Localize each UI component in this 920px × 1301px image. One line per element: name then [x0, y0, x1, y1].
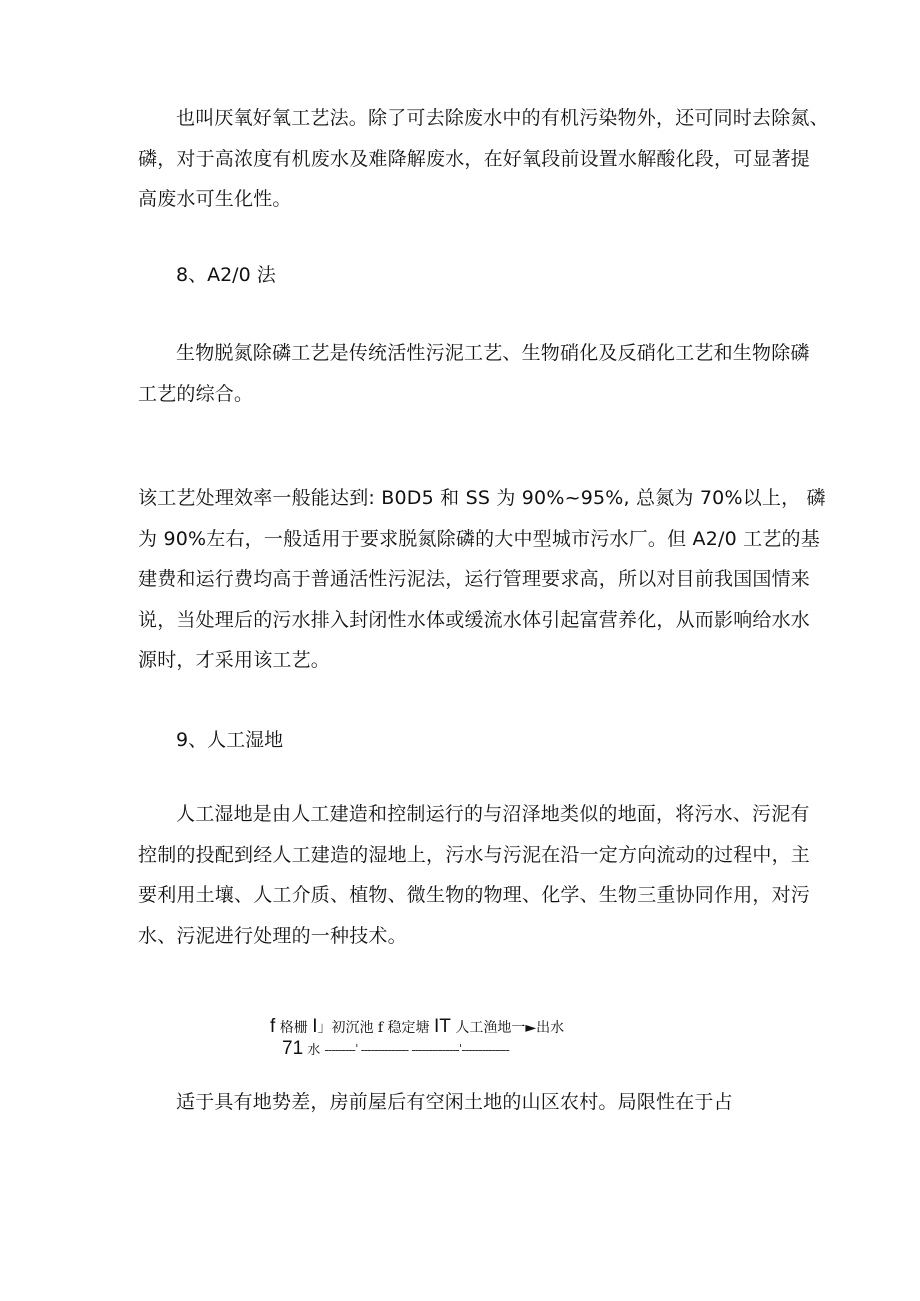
- text-line: 高废水可生化性。: [138, 188, 292, 210]
- text-line: 磷，对于高浓度有机废水及难降解废水，在好氧段前设置水解酸化段，可显著提: [138, 147, 811, 170]
- paragraph-ao-process: [138, 98, 829, 220]
- flow-row-steps: [270, 1016, 670, 1039]
- text-line: 建费和运行费均高于普通活性污泥法，运行管理要求高，所以对目前我国国情来: [138, 568, 811, 590]
- paragraph-a2o-efficiency: [138, 478, 826, 681]
- flow-step-screen: 格栅: [275, 1020, 313, 1036]
- flow-glyph: IT: [434, 1016, 451, 1037]
- text-line: 人工湿地是由人工建造和控制运行的与沼泽地类似的地面，将污水、污泥有: [176, 803, 810, 825]
- text-line: 适于具有地势差，房前屋后有空闲土地的山区农村。局限性在于占: [176, 1091, 733, 1113]
- text-line: 源时，才采用该工艺。: [138, 649, 331, 671]
- process-flow-diagram: [270, 1016, 670, 1061]
- text-line: 该工艺处理效率一般能达到: B0D5 和 SS 为 90%~95%, 总氮为 70%以上， 磷: [138, 487, 826, 509]
- text-line: 生物脱氮除磷工艺是传统活性污泥工艺、生物硝化及反硝化工艺和生物除磷: [176, 342, 810, 364]
- flow-step-settling: 」初沉池 f 稳定塘: [317, 1020, 435, 1036]
- text-line: 要利用土壤、人工介质、植物、微生物的物理、化学、生物三重协同作用，对污: [138, 884, 811, 906]
- section-heading-wetland: 9、人工湿地: [176, 729, 284, 751]
- flow-connector-line: ---------ˈ -------------- --------------ˈ--------------: [324, 1043, 509, 1058]
- flow-row-inflow: [282, 1039, 670, 1061]
- flow-step-wetland-outflow: 人工渔地一►出水: [450, 1020, 565, 1036]
- text-line: 工艺的综合。: [138, 382, 254, 405]
- paragraph-wetland-applicability: [138, 1082, 788, 1123]
- paragraph-a2o-intro: [138, 333, 810, 414]
- text-line: 控制的投配到经人工建造的湿地上，污水与污泥在沿一定方向流动的过程中，主: [138, 843, 811, 866]
- flow-glyph: 71: [282, 1038, 304, 1059]
- paragraph-wetland: [138, 794, 811, 956]
- flow-glyph: I: [312, 1016, 318, 1037]
- flow-glyph: f: [270, 1016, 276, 1037]
- text-line: 为 90%左右，一般适用于要求脱氮除磷的大中型城市污水厂。但 A2/0 工艺的基: [138, 527, 820, 550]
- flow-inflow-label: 水: [303, 1043, 325, 1058]
- text-line: 说，当处理后的污水排入封闭性水体或缓流水体引起富营养化，从而影响给水水: [138, 608, 811, 631]
- text-line: 也叫厌氧好氧工艺法。除了可去除废水中的有机污染物外，还可同时去除氮、: [176, 107, 829, 129]
- section-heading-a2o: 8、A2/0 法: [176, 264, 276, 286]
- text-line: 水、污泥进行处理的一种技术。: [138, 924, 407, 947]
